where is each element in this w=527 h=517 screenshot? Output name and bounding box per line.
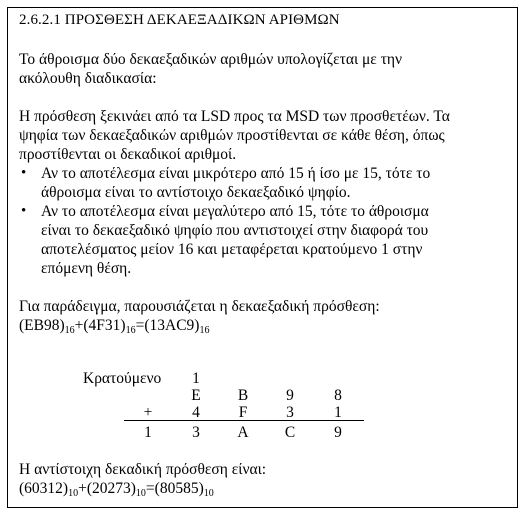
decimal-equation: $(60312)_{10}+(20273)_{10}=(80585)_{10}$ [19, 480, 214, 499]
addend-2-digit: 4 [192, 404, 200, 421]
bullet-2-line-3: αποτελέσματος μείον 16 και μεταφέρεται κρατούμενο 1 στην [41, 241, 423, 258]
sum-rule [124, 420, 364, 421]
addend-1-digit: 9 [286, 387, 294, 404]
section-title: 2.6.2.1 ΠΡΟΣΘΕΣΗ ΔΕΚΑΕΞΑΔΙΚΩΝ ΑΡΙΘΜΩΝ [19, 12, 340, 28]
carry-digit: 1 [192, 370, 200, 387]
paragraph-line-2: ψηφία των δεκαεξαδικών αριθμών προστίθενται σε κάθε θέση, όπως [19, 127, 445, 144]
decimal-intro: Η αντίστοιχη δεκαδική πρόσθεση είναι: [19, 461, 267, 478]
bullet-2-line-4: επόμενη θέση. [41, 260, 132, 277]
bullet-2-line-2: είναι το δεκαεξαδικό ψηφίο που αντιστοιχεί στην διαφορά του [41, 222, 429, 239]
plus-sign: + [143, 404, 153, 421]
result-digit: C [284, 424, 296, 441]
hex-equation: $(EB98)_{16}+(4F31)_{16}=(13AC9)_{16}$ [19, 317, 210, 336]
intro-line-1: Το άθροισμα δύο δεκαεξαδικών αριθμών υπολογίζεται με την [19, 51, 403, 68]
addend-2-digit: 3 [286, 404, 294, 421]
intro-line-2: ακόλουθη διαδικασία: [19, 70, 157, 87]
addend-1-digit: 8 [334, 387, 342, 404]
bullet-marker-1: • [21, 165, 27, 181]
result-digit: 3 [192, 424, 200, 441]
result-digit: 1 [144, 424, 152, 441]
addend-1-digit: E [191, 387, 201, 404]
paragraph-line-3: προστίθενται οι δεκαδικοί αριθμοί. [19, 146, 237, 163]
paragraph-line-1: Η πρόσθεση ξεκινάει από τα LSD προς τα MSD των προσθετέων. Τα [19, 108, 450, 125]
addend-1-digit: B [237, 387, 249, 404]
carry-label: Κρατούμενο [83, 370, 162, 387]
bullet-marker-2: • [21, 203, 27, 219]
result-digit: A [237, 424, 249, 441]
bullet-1-line-1: Αν το αποτέλεσμα είναι μικρότερο από 15 ή ίσο με 15, τότε το [41, 165, 431, 182]
bullet-1-line-2: άθροισμα είναι το αντίστοιχο δεκαεξαδικό ψηφίο. [41, 184, 351, 201]
bullet-2-line-1: Αν το αποτέλεσμα είναι μεγαλύτερο από 15, τότε το άθροισμα [41, 203, 429, 220]
addend-2-digit: F [238, 404, 248, 421]
example-intro: Για παράδειγμα, παρουσιάζεται η δεκαεξαδική πρόσθεση: [19, 298, 380, 315]
addend-2-digit: 1 [334, 404, 342, 421]
result-digit: 9 [334, 424, 342, 441]
